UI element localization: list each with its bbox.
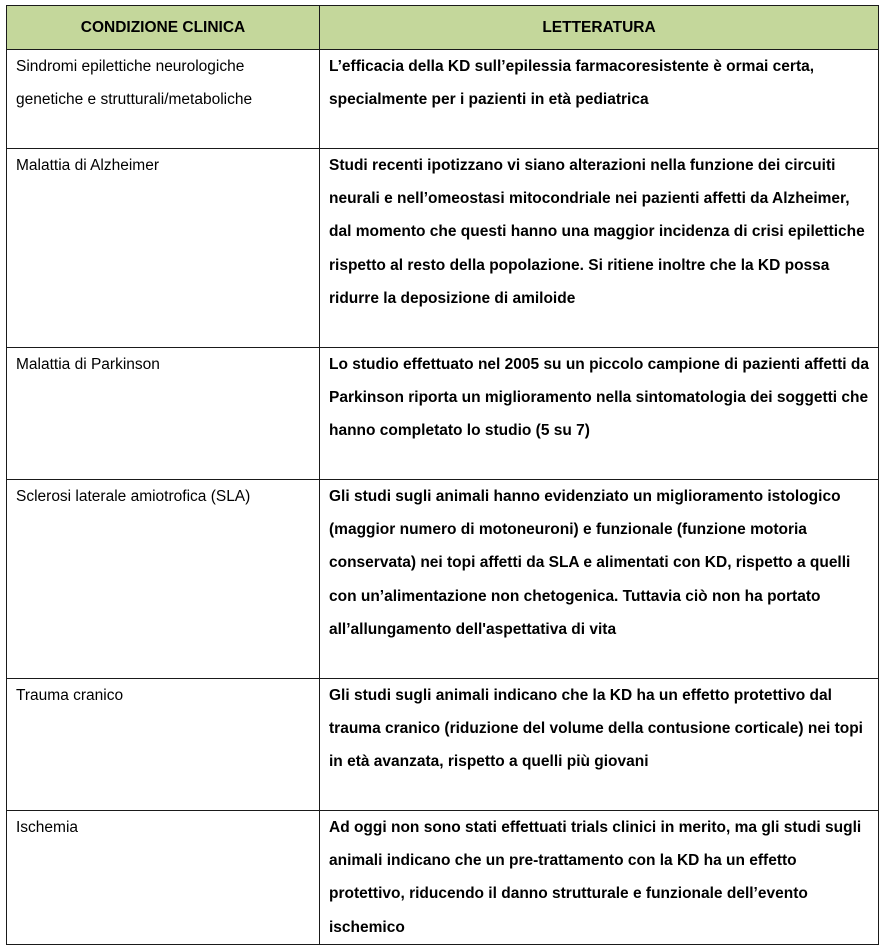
literature-cell: Gli studi sugli animali indicano che la KD ha un effetto protettivo dal trauma cranico (riduzione del volume della contusione corticale) nei topi in età avanzata, rispetto a quelli più giovani <box>320 679 879 811</box>
header-row <box>7 6 879 50</box>
table-row <box>7 679 879 811</box>
literature-cell: Lo studio effettuato nel 2005 su un piccolo campione di pazienti affetti da Parkinson riporta un miglioramento nella sintomatologia dei soggetti che hanno completato lo studio (5 su 7) <box>320 348 879 480</box>
condition-cell: Malattia di Alzheimer <box>7 149 320 348</box>
literature-cell: Gli studi sugli animali hanno evidenziato un miglioramento istologico (maggior numero di motoneuroni) e funzionale (funzione motoria conservata) nei topi affetti da SLA e alimentati con KD, rispetto a quelli con un’alimentazione non chetogenica. Tuttavia ciò non ha portato all’allungamento dell'aspettativa di vita <box>320 480 879 679</box>
condition-cell: Sindromi epilettiche neurologiche genetiche e strutturali/metaboliche <box>7 50 320 149</box>
table-row <box>7 149 879 348</box>
literature-cell: Ad oggi non sono stati effettuati trials clinici in merito, ma gli studi sugli animali indicano che un pre-trattamento con la KD ha un effetto protettivo, riducendo il danno strutturale e funzionale dell’evento ischemico <box>320 811 879 945</box>
table-body <box>7 50 879 945</box>
condition-cell: Sclerosi laterale amiotrofica (SLA) <box>7 480 320 679</box>
header-condition: CONDIZIONE CLINICA <box>7 6 320 50</box>
table-row <box>7 480 879 679</box>
literature-cell: Studi recenti ipotizzano vi siano alterazioni nella funzione dei circuiti neurali e nell’omeostasi mitocondriale nei pazienti affetti da Alzheimer, dal momento che questi hanno una maggior incidenza di crisi epilettiche rispetto al resto della popolazione. Si ritiene inoltre che la KD possa ridurre la deposizione di amiloide <box>320 149 879 348</box>
condition-cell: Malattia di Parkinson <box>7 348 320 480</box>
table-header <box>7 6 879 50</box>
literature-cell: L’efficacia della KD sull’epilessia farmacoresistente è ormai certa, specialmente per i pazienti in età pediatrica <box>320 50 879 149</box>
table-row <box>7 348 879 480</box>
clinical-conditions-table <box>6 5 879 945</box>
table-row <box>7 811 879 945</box>
condition-cell: Trauma cranico <box>7 679 320 811</box>
condition-cell: Ischemia <box>7 811 320 945</box>
table-row <box>7 50 879 149</box>
header-literature: LETTERATURA <box>320 6 879 50</box>
